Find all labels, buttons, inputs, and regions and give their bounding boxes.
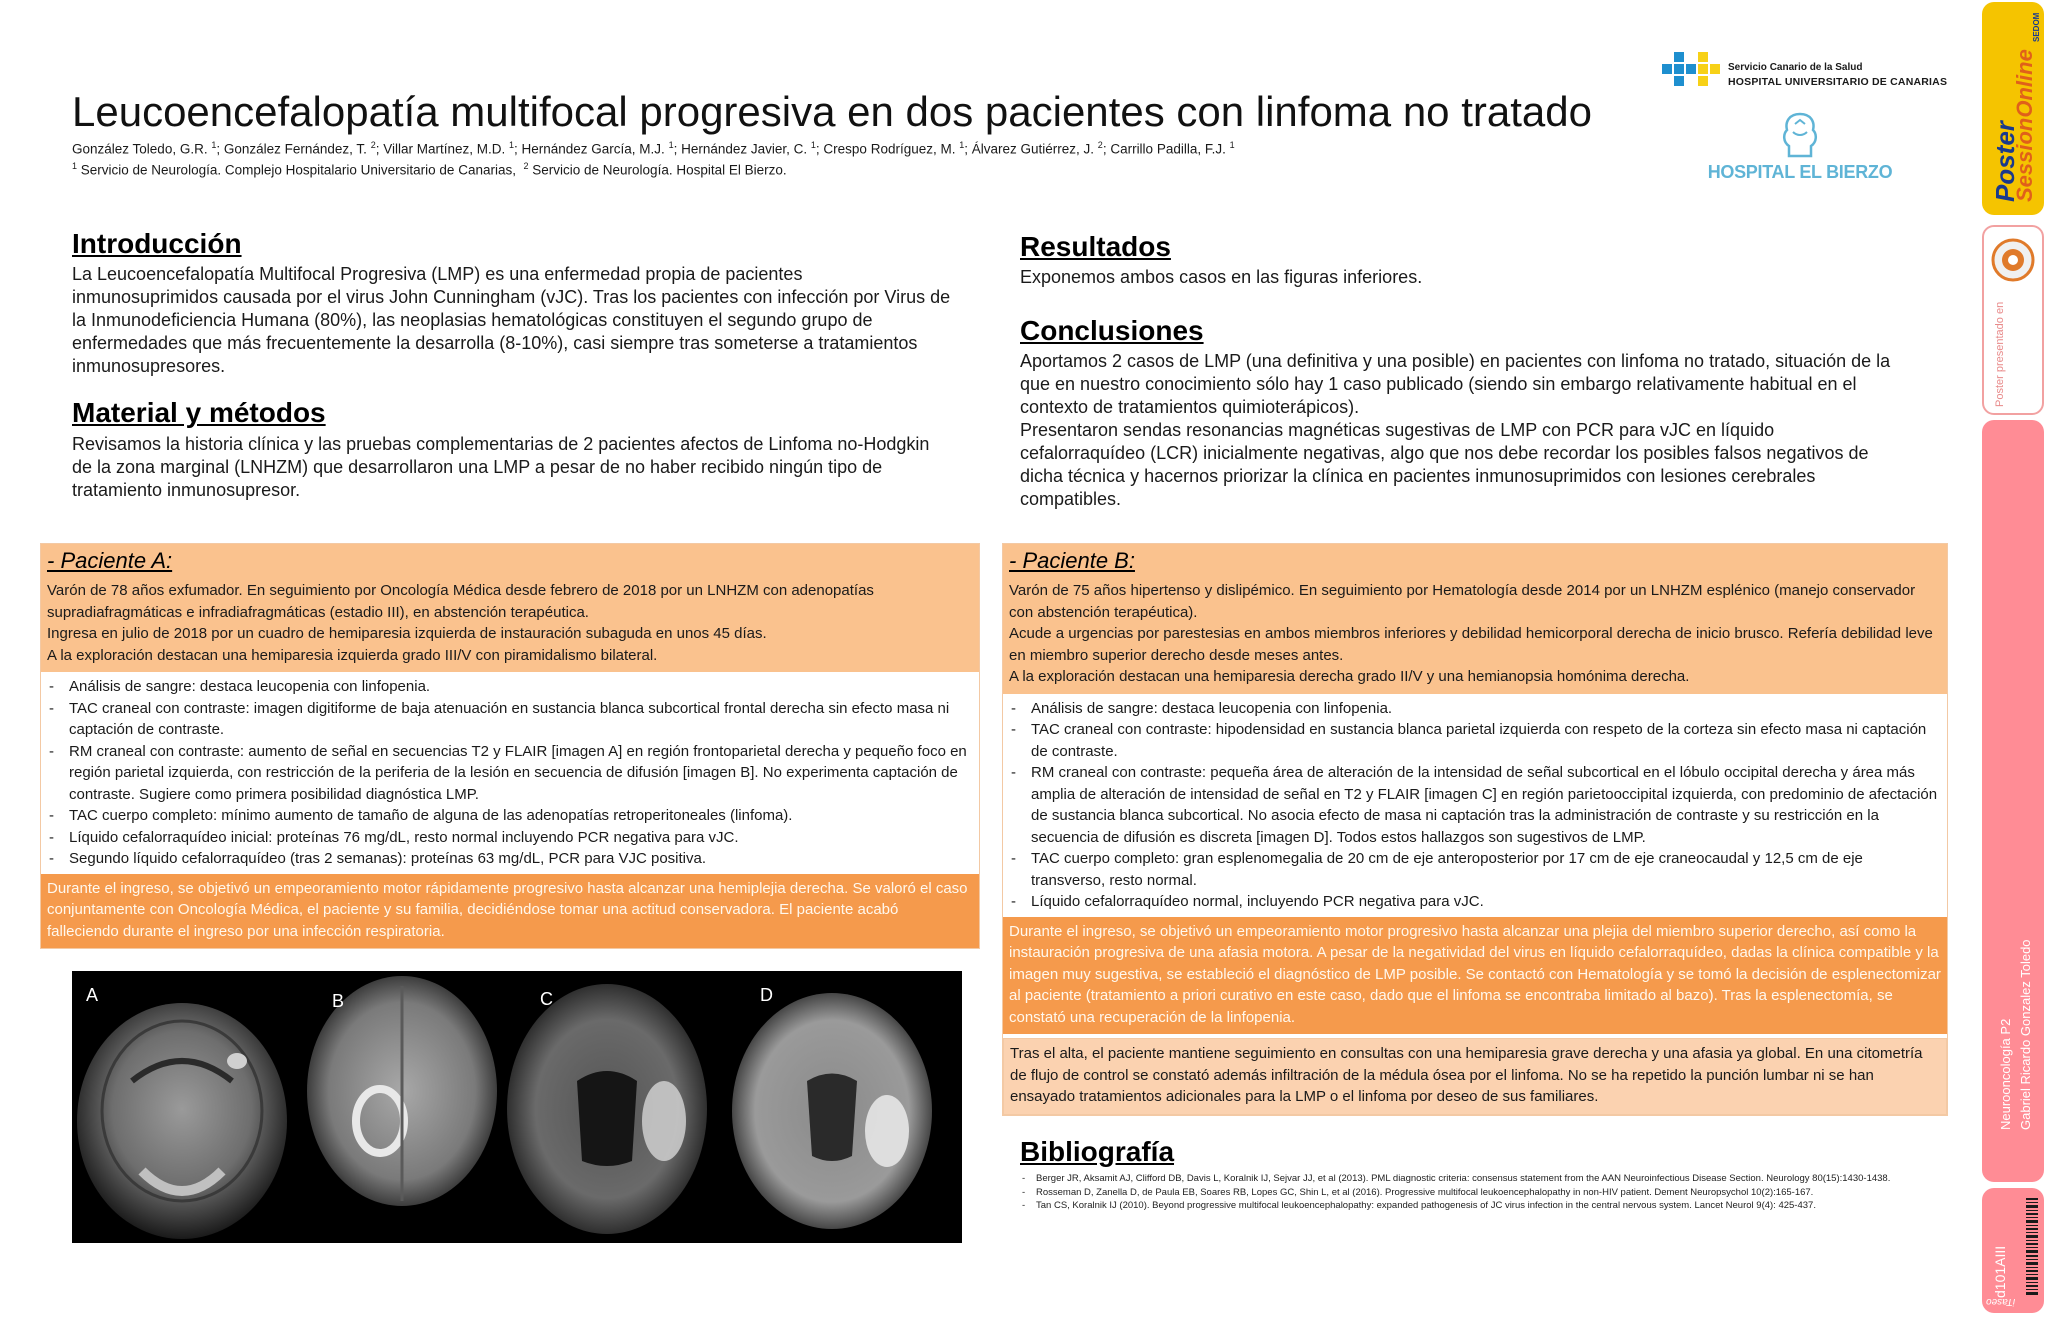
mri-image-a (77, 1003, 287, 1239)
author-list: González Toledo, G.R. $^1$; González Fernández, T. $^2$; Villar Martínez, M.D. $^1$; Hernández García, M.J. $^1$; Hernández Javier, C. $^1$; Crespo Rodríguez, M. $^1$; Álvarez Gutiérrez, J. $^2$; Carrillo Padilla, F.J. $^1$ (72, 140, 1235, 157)
list-item: - Segundo líquido cefalorraquídeo (tras 2 semanas): proteínas 63 mg/dL, PCR para VJC positiva. (47, 848, 973, 870)
list-item: - Análisis de sangre: destaca leucopenia con linfopenia. (47, 676, 973, 698)
conclusions-text (1020, 350, 1900, 511)
bierzo-logo (1700, 110, 1900, 190)
poster-title: Leucoencefalopatía multifocal progresiva en dos pacientes con linfoma no tratado (72, 88, 1592, 135)
brand-poster: Poster (1990, 121, 2020, 202)
methods-text: Revisamos la historia clínica y las pruebas complementarias de 2 pacientes afectos de Linfoma no-Hodgkin de la zona marginal (LNHZM) que desarrollaron una LMP a pesar de no haber recibido ningún tipo de tratamiento inmunosupresor. (72, 434, 930, 500)
results-heading: Resultados (1020, 231, 1171, 262)
patient-a-title: - Paciente A: (47, 548, 173, 573)
mri-label-c: C (540, 989, 553, 1009)
barcode-icon (2026, 1198, 2038, 1298)
intro-heading: Introducción (72, 228, 242, 259)
list-item: - Tan CS, Koralnik IJ (2010). Beyond progressive multifocal leukoencephalopathy: expanded pathogenesis of JC virus infection in the central nervous system. Lancet Neurol 9(4): 425-437. (1020, 1199, 1920, 1213)
society-logo-icon (1991, 235, 2035, 285)
poster-id: d101AIII (1992, 1245, 2008, 1298)
conclusions-paragraph-2: Presentaron sendas resonancias magnéticas sugestivas de LMP con PCR para vJC en líquido cefalorraquídeo (LCR) inicialmente negativas, algo que nos debe recordar los posibles falsos negativos de dicha técnica y hacernos priorizar la clínica en pacientes inmunosuprimidos con lesiones cerebrales compatibles. (1020, 420, 1869, 509)
huc-service-name: Servicio Canario de la Salud (1728, 62, 1863, 73)
mri-images-illustration (72, 971, 962, 1243)
mri-label-a: A (86, 985, 99, 1005)
patient-a-history: Varón de 78 años exfumador. En seguimiento por Oncología Médica desde febrero de 2018 por un LNHZM con adenopatías supradiafragmáticas e infradiafragmáticas (estadio III), en abstención terapéutica. (47, 582, 874, 621)
mri-label-d: D (760, 985, 773, 1005)
itaseo-mark: iTaseo (1986, 1296, 2016, 1307)
conclusions-heading: Conclusiones (1020, 315, 1204, 346)
patient-b-title: - Paciente B: (1009, 548, 1135, 573)
list-item: - TAC cuerpo completo: mínimo aumento de tamaño de alguna de las adenopatías retroperitoneales (linfoma). (47, 805, 973, 827)
patient-b-outcome: Durante el ingreso, se objetivó un empeoramiento motor progresivo hasta alcanzar una plejia del miembro superior derecho, así como la instauración progresiva de una afasia motora. A pesar de la negatividad del virus en líquido cefalorraquídeo, dadas la clínica compatible y la imagen muy sugestiva, se estableció el diagnóstico de LMP posible. Se contactó con Hematología y se tomó la decisión de esplenectomizar al paciente (tratamiento a priori curativo en este caso, dado que el linfoma se encontraba limitado al bazo). Tras la esplenectomía, se constató una recuperación de la linfopenia. (1003, 917, 1947, 1035)
patient-b-history: Varón de 75 años hipertenso y dislipémico. En seguimiento por Hematología desde 2014 por un LNHZM esplénico (manejo conservador con abstención terapéutica). (1009, 582, 1916, 621)
patient-b-admission: Acude a urgencias por parestesias en ambos miembros inferiores y debilidad hemicorporal derecha de inicio brusco. Refería debilidad leve en miembro superior derecho desde meses antes. (1009, 625, 1933, 664)
list-item: - RM craneal con contraste: aumento de señal en secuencias T2 y FLAIR [imagen A] en región frontoparietal derecha y pequeño foco en región parietal izquierda, con restricción de la periferia de la lesión en secuencia de difusión [imagen B]. No experimenta captación de contraste. Sugiere como primera posibilidad diagnóstica LMP. (47, 741, 973, 806)
bibliography-list (1020, 1172, 1920, 1213)
huc-cross-icon (1662, 52, 1722, 90)
poster-author: Gabriel Ricardo Gonzalez Toledo (2018, 939, 2033, 1130)
brand-small: SEDOM (2032, 12, 2041, 42)
patient-b-followup: Tras el alta, el paciente mantiene seguimiento en consultas con una hemiparesia grave derecha y una afasia ya global. En una citometría de flujo de control se constató además infiltración de la médula ósea por el linfoma. No se ha repetido la punción lumbar ni se han ensayado tratamientos adicionales para la LMP o el linfoma por deseo de sus familiares. (1003, 1038, 1947, 1115)
bierzo-hospital-name: HOSPITAL EL BIERZO (1707, 162, 1893, 182)
list-item: - TAC cuerpo completo: gran esplenomegalia de 20 cm de eje anteroposterior por 17 cm de eje craneocaudal y 12,5 cm de eje transverso, resto normal. (1009, 848, 1941, 891)
poster-info-panel (1982, 420, 2044, 1182)
list-item: - Líquido cefalorraquídeo inicial: proteínas 76 mg/dL, resto normal incluyendo PCR negativa para vJC. (47, 827, 973, 849)
brand-session: SessionOnline (2012, 49, 2037, 202)
bibliography-heading: Bibliografía (1020, 1136, 1175, 1167)
list-item: - Berger JR, Aksamit AJ, Clifford DB, Davis L, Koralnik IJ, Sejvar JJ, et al (2013). PML diagnostic criteria: consensus statement from the AAN Neuroinfectious Disease Section. Neurology 80(15):1430-1438. (1020, 1172, 1920, 1186)
list-item: - RM craneal con contraste: pequeña área de alteración de la intensidad de señal subcortical en el lóbulo occipital derecha y área más amplia de alteración de intensidad de señal en T2 y FLAIR [imagen C] en región parietooccipital izquierda, con predominio de afectación de sustancia blanca subcortical. No asocia efecto de masa ni captación tras la administración de contraste y su restricción en la secuencia de difusión es discreta [imagen D]. Todos estos hallazgos son sugestivos de LMP. (1009, 762, 1941, 848)
mri-image-d (732, 993, 932, 1229)
bierzo-emblem-icon (1775, 110, 1825, 160)
huc-logo (1662, 52, 1948, 92)
patient-b-summary (1003, 544, 1947, 694)
patient-b-exam: A la exploración destacan una hemiparesia derecha grado II/V y una hemianopsia homónima derecha. (1009, 668, 1690, 685)
patient-a-admission: Ingresa en julio de 2018 por un cuadro de hemiparesia izquierda de instauración subaguda en unos 45 días. (47, 625, 767, 642)
patient-a-panel (40, 543, 980, 949)
mri-image-strip (72, 971, 962, 1243)
methods-heading: Material y métodos (72, 397, 326, 428)
conclusions-paragraph-1: Aportamos 2 casos de LMP (una definitiva y una posible) en pacientes con linfoma no tratado, situación de la que en nuestro conocimiento sólo hay 1 caso publicado (siendo sin embargo relativamente habitual en el contexto de tratamientos quimioterápicos). (1020, 351, 1891, 417)
patient-b-panel (1002, 543, 1948, 1116)
patient-a-outcome: Durante el ingreso, se objetivó un empeoramiento motor rápidamente progresivo hasta alcanzar una hemiplejia derecha. Se valoró el caso conjuntamente con Oncología Médica, el paciente y su familia, decidiéndose tomar una actitud conservadora. El paciente acabó falleciendo durante el ingreso por una infección respiratoria. (41, 874, 979, 949)
presented-at-panel (1982, 225, 2044, 415)
mri-image-c (507, 984, 707, 1234)
poster-id-panel (1982, 1188, 2044, 1313)
huc-hospital-name: HOSPITAL UNIVERSITARIO DE CANARIAS (1728, 76, 1948, 88)
list-item: - Análisis de sangre: destaca leucopenia con linfopenia. (1009, 698, 1941, 720)
patient-a-tests (41, 672, 979, 874)
poster-category: Neurooncología P2 (1998, 1018, 2013, 1130)
list-item: - Rosseman D, Zanella D, de Paula EB, Soares RB, Lopes GC, Shin L, et al (2016). Progressive multifocal leukoencephalopathy in non-HIV patient. Dement Neuropsychol 10(2):165-167. (1020, 1186, 1920, 1200)
poster-session-badge (1982, 2, 2044, 215)
list-item: - Líquido cefalorraquídeo normal, incluyendo PCR negativa para vJC. (1009, 891, 1941, 913)
affiliations: $^1$ Servicio de Neurología. Complejo Hospitalario Universitario de Canarias, $^2$ Servicio de Neurología. Hospital El Bierzo. (72, 161, 787, 178)
list-item: - TAC craneal con contraste: imagen digitiforme de baja atenuación en sustancia blanca subcortical frontal derecha sin efecto masa ni captación de contraste. (47, 698, 973, 741)
patient-a-exam: A la exploración destacan una hemiparesia izquierda grado III/V con piramidalismo bilateral. (47, 646, 658, 664)
patient-b-tests (1003, 694, 1947, 917)
list-item: - TAC craneal con contraste: hipodensidad en sustancia blanca parietal izquierda con respeto de la corteza sin efecto masa ni captación de contraste. (1009, 719, 1941, 762)
intro-text: La Leucoencefalopatía Multifocal Progresiva (LMP) es una enfermedad propia de pacientes inmunosuprimidos causada por el virus John Cunningham (vJC). Tras los pacientes con infección por Virus de la Inmunodeficiencia Humana (80%), las neoplasias hematológicas constituyen el segundo grupo de enfermedades que más frecuentemente la desarrolla (8-10%), casi siempre tras someterse a tratamientos inmunosupresores. (72, 264, 951, 376)
patient-a-summary (41, 544, 979, 672)
results-text: Exponemos ambos casos en las figuras inferiores. (1020, 267, 1423, 287)
mri-label-b: B (332, 991, 345, 1011)
presented-in-label: Poster presentado en (1994, 301, 2006, 407)
